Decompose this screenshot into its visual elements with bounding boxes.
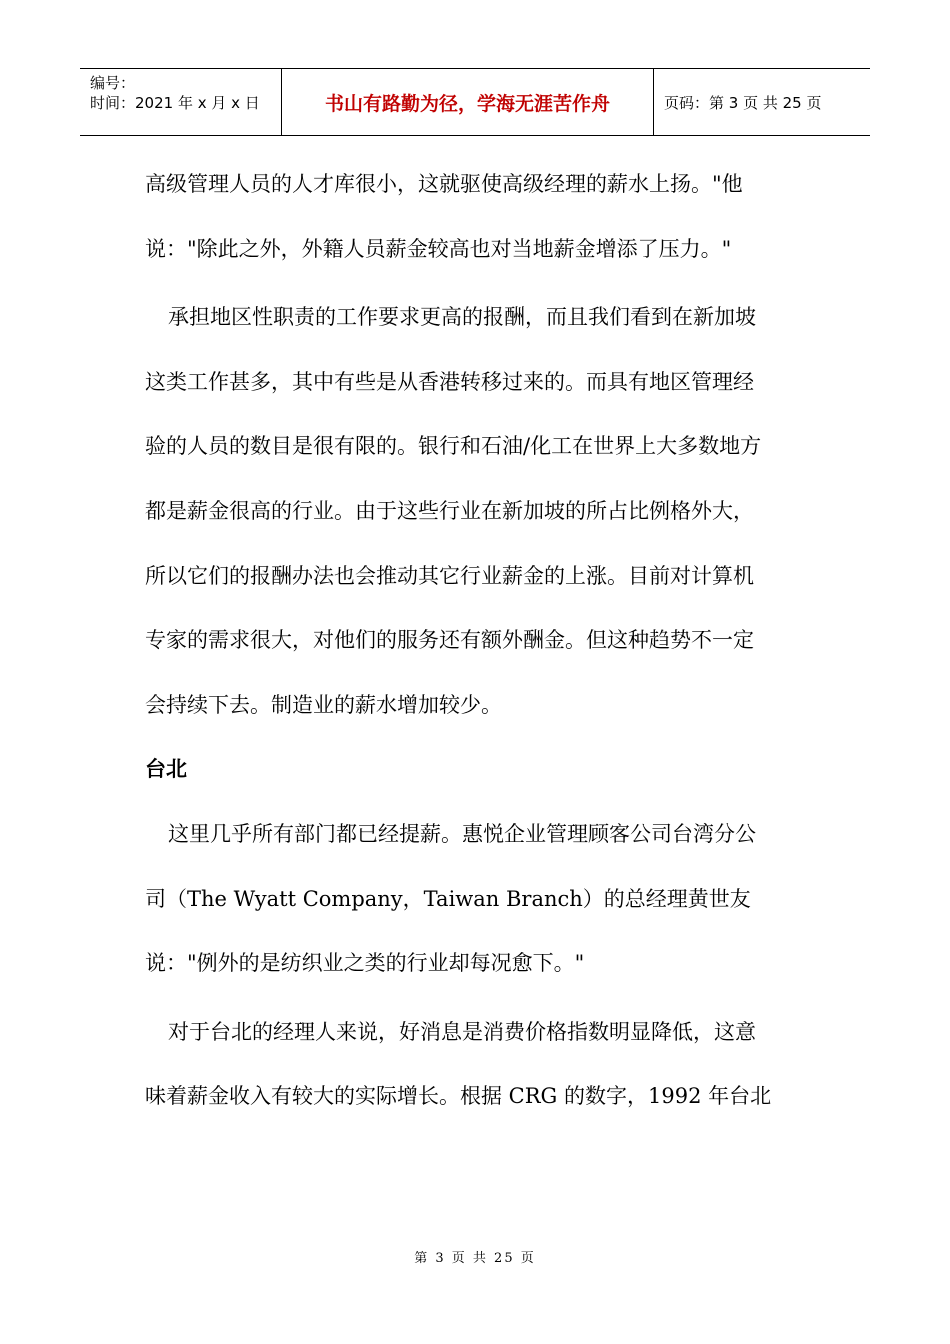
text-line: 说："例外的是纺织业之类的行业却每况愈下。" [145,951,585,976]
page-info-text: 页码：第 3 页 共 25 页 [664,93,822,112]
text-line: 说："除此之外，外籍人员薪金较高也对当地薪金增添了压力。" [145,236,732,261]
paragraph-4 [145,1000,800,1129]
paragraph-2 [145,285,800,737]
text-line: 会持续下去。制造业的薪水增加较少。 [145,692,502,717]
header-page-info [654,69,870,135]
page-footer [0,1247,950,1266]
text-line: 专家的需求很大，对他们的服务还有额外酬金。但这种趋势不一定 [145,628,754,653]
document-date: 时间：2021 年 x 月 x 日 [90,94,260,112]
text-line: 验的人员的数目是很有限的。银行和石油/化工在世界上大多数地方 [145,434,762,459]
header-motto [281,69,654,135]
text-line: 这里几乎所有部门都已经提薪。惠悦企业管理顾客公司台湾分公 [168,821,756,846]
paragraph-1 [145,152,800,281]
text-line: 这类工作甚多，其中有些是从香港转移过来的。而具有地区管理经 [145,369,754,394]
text-line: 高级管理人员的人才库很小，这就驱使高级经理的薪水上扬。"他 [145,172,743,196]
header-meta [80,69,281,135]
motto-text: 书山有路勤为径，学海无涯苦作舟 [324,92,610,115]
document-body [145,152,800,1129]
text-line: 司（The Wyatt Company，Taiwan Branch）的总经理黄世友 [145,886,751,911]
section-heading: 台北 [145,757,187,782]
document-number-label: 编号： [90,74,136,92]
text-line: 承担地区性职责的工作要求更高的报酬，而且我们看到在新加坡 [168,305,756,330]
page-header [80,68,870,136]
text-line: 对于台北的经理人来说，好消息是消费价格指数明显降低，这意 [168,1019,756,1044]
paragraph-3 [145,802,800,996]
text-line: 所以它们的报酬办法也会推动其它行业薪金的上涨。目前对计算机 [145,563,754,588]
text-line: 味着薪金收入有较大的实际增长。根据 CRG 的数字，1992 年台北 [145,1084,772,1109]
footer-page-number: 第 3 页 共 25 页 [414,1251,536,1266]
text-line: 都是薪金很高的行业。由于这些行业在新加坡的所占比例格外大， [145,498,754,523]
